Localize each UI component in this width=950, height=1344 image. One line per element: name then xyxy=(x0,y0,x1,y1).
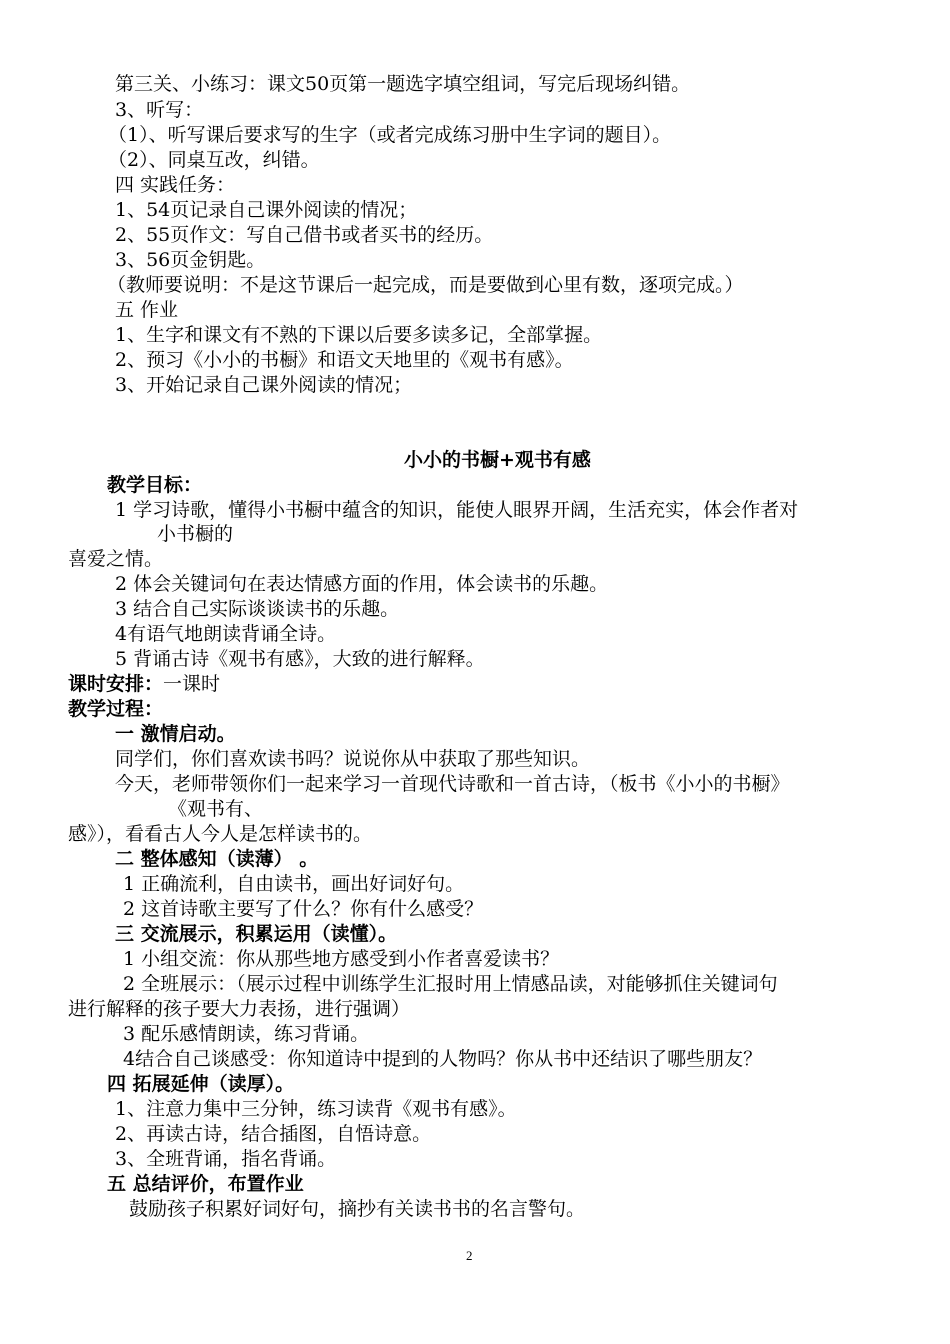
text-line: 4结合自己谈感受：你知道诗中提到的人物吗？你从书中还结识了哪些朋友？ xyxy=(123,1048,763,1070)
text-line: 2、55页作文：写自己借书或者买书的经历。 xyxy=(115,224,494,246)
text-line: 1、生字和课文有不熟的下课以后要多读多记，全部掌握。 xyxy=(115,324,603,346)
text-line: 3 配乐感情朗读，练习背诵。 xyxy=(123,1023,370,1045)
text-line: 1、54页记录自己课外阅读的情况； xyxy=(115,199,418,221)
text-line: 今天，老师带领你们一起来学习一首现代诗歌和一首古诗，（板书《小小的书橱》 xyxy=(115,773,790,795)
schedule-label: 课时安排： xyxy=(68,673,164,695)
section-heading: 二 整体感知（读薄） 。 xyxy=(115,848,319,870)
text-line: 3、56页金钥匙。 xyxy=(115,249,266,271)
section-heading: 四 拓展延伸（读厚）。 xyxy=(107,1073,295,1095)
schedule-value: 一课时 xyxy=(163,673,221,695)
text-line: 2、再读古诗，结合插图，自悟诗意。 xyxy=(115,1123,432,1145)
text-line: 2、预习《小小的书橱》和语文天地里的《观书有感》。 xyxy=(115,349,574,371)
text-line: 1 学习诗歌，懂得小书橱中蕴含的知识，能使人眼界开阔，生活充实，体会作者对 xyxy=(115,499,799,521)
text-line: 鼓励孩子积累好词好句，摘抄有关读书书的名言警句。 xyxy=(129,1198,586,1220)
text-line: （1）、听写课后要求写的生字（或者完成练习册中生字词的题目）。 xyxy=(108,124,672,146)
section-heading: 一 激情启动。 xyxy=(115,723,236,745)
text-line: 3、开始记录自己课外阅读的情况； xyxy=(115,374,413,396)
text-line: 5 背诵古诗《观书有感》，大致的进行解释。 xyxy=(115,648,485,670)
section-heading: 三 交流展示，积累运用（读懂）。 xyxy=(115,923,398,945)
text-line: 小书橱的 xyxy=(157,523,234,545)
section-heading: 五 总结评价，布置作业 xyxy=(107,1173,304,1195)
schedule-line xyxy=(68,672,220,696)
process-heading: 教学过程： xyxy=(68,698,164,720)
goals-heading: 教学目标： xyxy=(107,474,203,496)
text-line: 喜爱之情。 xyxy=(68,548,164,570)
text-line: 2 体会关键词句在表达情感方面的作用，体会读书的乐趣。 xyxy=(115,573,609,595)
text-line: 感》），看看古人今人是怎样读书的。 xyxy=(68,823,373,845)
text-line: 2 这首诗歌主要写了什么？你有什么感受？ xyxy=(123,898,484,920)
text-line: 进行解释的孩子要大力表扬，进行强调） xyxy=(68,998,411,1020)
text-line: 3、全班背诵，指名背诵。 xyxy=(115,1148,337,1170)
text-line: 3 结合自己实际谈谈读书的乐趣。 xyxy=(115,598,400,620)
text-line: 4有语气地朗读背诵全诗。 xyxy=(115,623,337,645)
text-line: 1、注意力集中三分钟，练习读背《观书有感》。 xyxy=(115,1098,517,1120)
text-line: 第三关、小练习：课文50页第一题选字填空组词，写完后现场纠错。 xyxy=(115,73,691,95)
text-line: 3、听写： xyxy=(115,99,204,121)
text-line: 2 全班展示：（展示过程中训练学生汇报时用上情感品读，对能够抓住关键词句 xyxy=(123,973,778,995)
text-line: 1 小组交流：你从那些地方感受到小作者喜爱读书？ xyxy=(123,948,560,970)
text-line: 同学们，你们喜欢读书吗？说说你从中获取了那些知识。 xyxy=(115,748,591,770)
section-heading: 四 实践任务： xyxy=(115,174,236,196)
text-line: （教师要说明：不是这节课后一起完成，而是要做到心里有数，逐项完成。） xyxy=(107,274,744,296)
section-heading: 五 作业 xyxy=(115,299,179,321)
text-line: 1 正确流利，自由读书，画出好词好句。 xyxy=(123,873,465,895)
text-line: （2）、同桌互改，纠错。 xyxy=(108,149,320,171)
lesson-title: 小小的书橱+观书有感 xyxy=(404,449,591,471)
page-number: 2 xyxy=(466,1248,473,1263)
text-line: 《观书有、 xyxy=(168,798,264,820)
